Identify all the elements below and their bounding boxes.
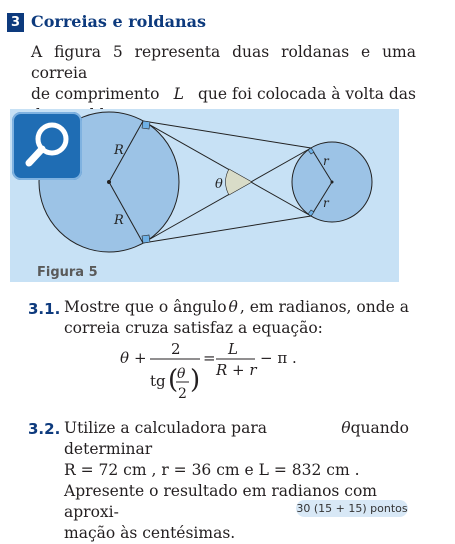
eq-lparen: ( <box>168 365 179 395</box>
question-line: correia cruza satisfaz a equação: <box>64 319 323 337</box>
eq-L: L <box>228 342 238 358</box>
eq-minus-pi: − π . <box>260 349 297 367</box>
intro-line: A figura 5 representa duas roldanas e uma correia <box>31 43 416 82</box>
variable-theta: θ <box>341 419 351 437</box>
section-title: Correias e roldanas <box>31 12 206 31</box>
eq-rparen: ) <box>190 365 201 395</box>
section-number: 3 <box>7 13 24 32</box>
label-r: r <box>323 154 329 168</box>
eq-R-plus-r: R + r <box>216 361 257 379</box>
intro-text: de comprimento <box>31 85 160 103</box>
eq-plus: + <box>134 349 147 367</box>
eq-equals: = <box>203 349 216 367</box>
right-angle-marker <box>142 235 150 243</box>
right-angle-marker <box>142 121 150 129</box>
question-text: quando <box>350 419 409 437</box>
question-line: R = 72 cm , r = 36 cm e L = 832 cm . <box>64 461 360 479</box>
question-3-2-text <box>64 418 409 544</box>
question-text: , em radianos, onde a <box>239 298 409 316</box>
eq-theta-half: θ <box>177 366 186 382</box>
question-text: Mostre que o ângulo <box>64 298 227 316</box>
label-r: r <box>323 196 329 210</box>
score-badge: 30 (15 + 15) pontos <box>296 502 408 515</box>
question-line: Apresente o resultado em radianos com aproxi- <box>64 482 377 521</box>
variable-L: L <box>173 85 184 103</box>
label-theta: θ <box>215 177 223 192</box>
magnifier-icon <box>12 112 82 180</box>
intro-line <box>31 84 416 105</box>
angle-theta-marker <box>226 169 252 195</box>
question-number: 3.2. <box>28 420 61 438</box>
zoom-button[interactable] <box>12 112 82 180</box>
question-line: mação às centésimas. <box>64 524 236 542</box>
question-text: Utilize a calculadora para determinar <box>64 419 267 458</box>
center-point <box>107 180 111 184</box>
figure-caption: Figura 5 <box>37 265 98 280</box>
question-line <box>64 297 409 318</box>
question-3-1-text <box>64 297 409 339</box>
eq-theta: θ <box>120 349 130 367</box>
eq-two: 2 <box>178 386 187 402</box>
eq-tg: tg <box>150 372 166 390</box>
center-point <box>331 181 334 184</box>
question-number: 3.1. <box>28 300 61 318</box>
intro-text: que foi colocada à volta das <box>197 85 416 103</box>
label-R: R <box>114 213 124 228</box>
variable-theta: θ <box>228 298 238 316</box>
eq-numerator: 2 <box>171 342 181 358</box>
equation <box>120 342 340 406</box>
label-R: R <box>114 143 124 158</box>
question-line <box>64 418 409 460</box>
